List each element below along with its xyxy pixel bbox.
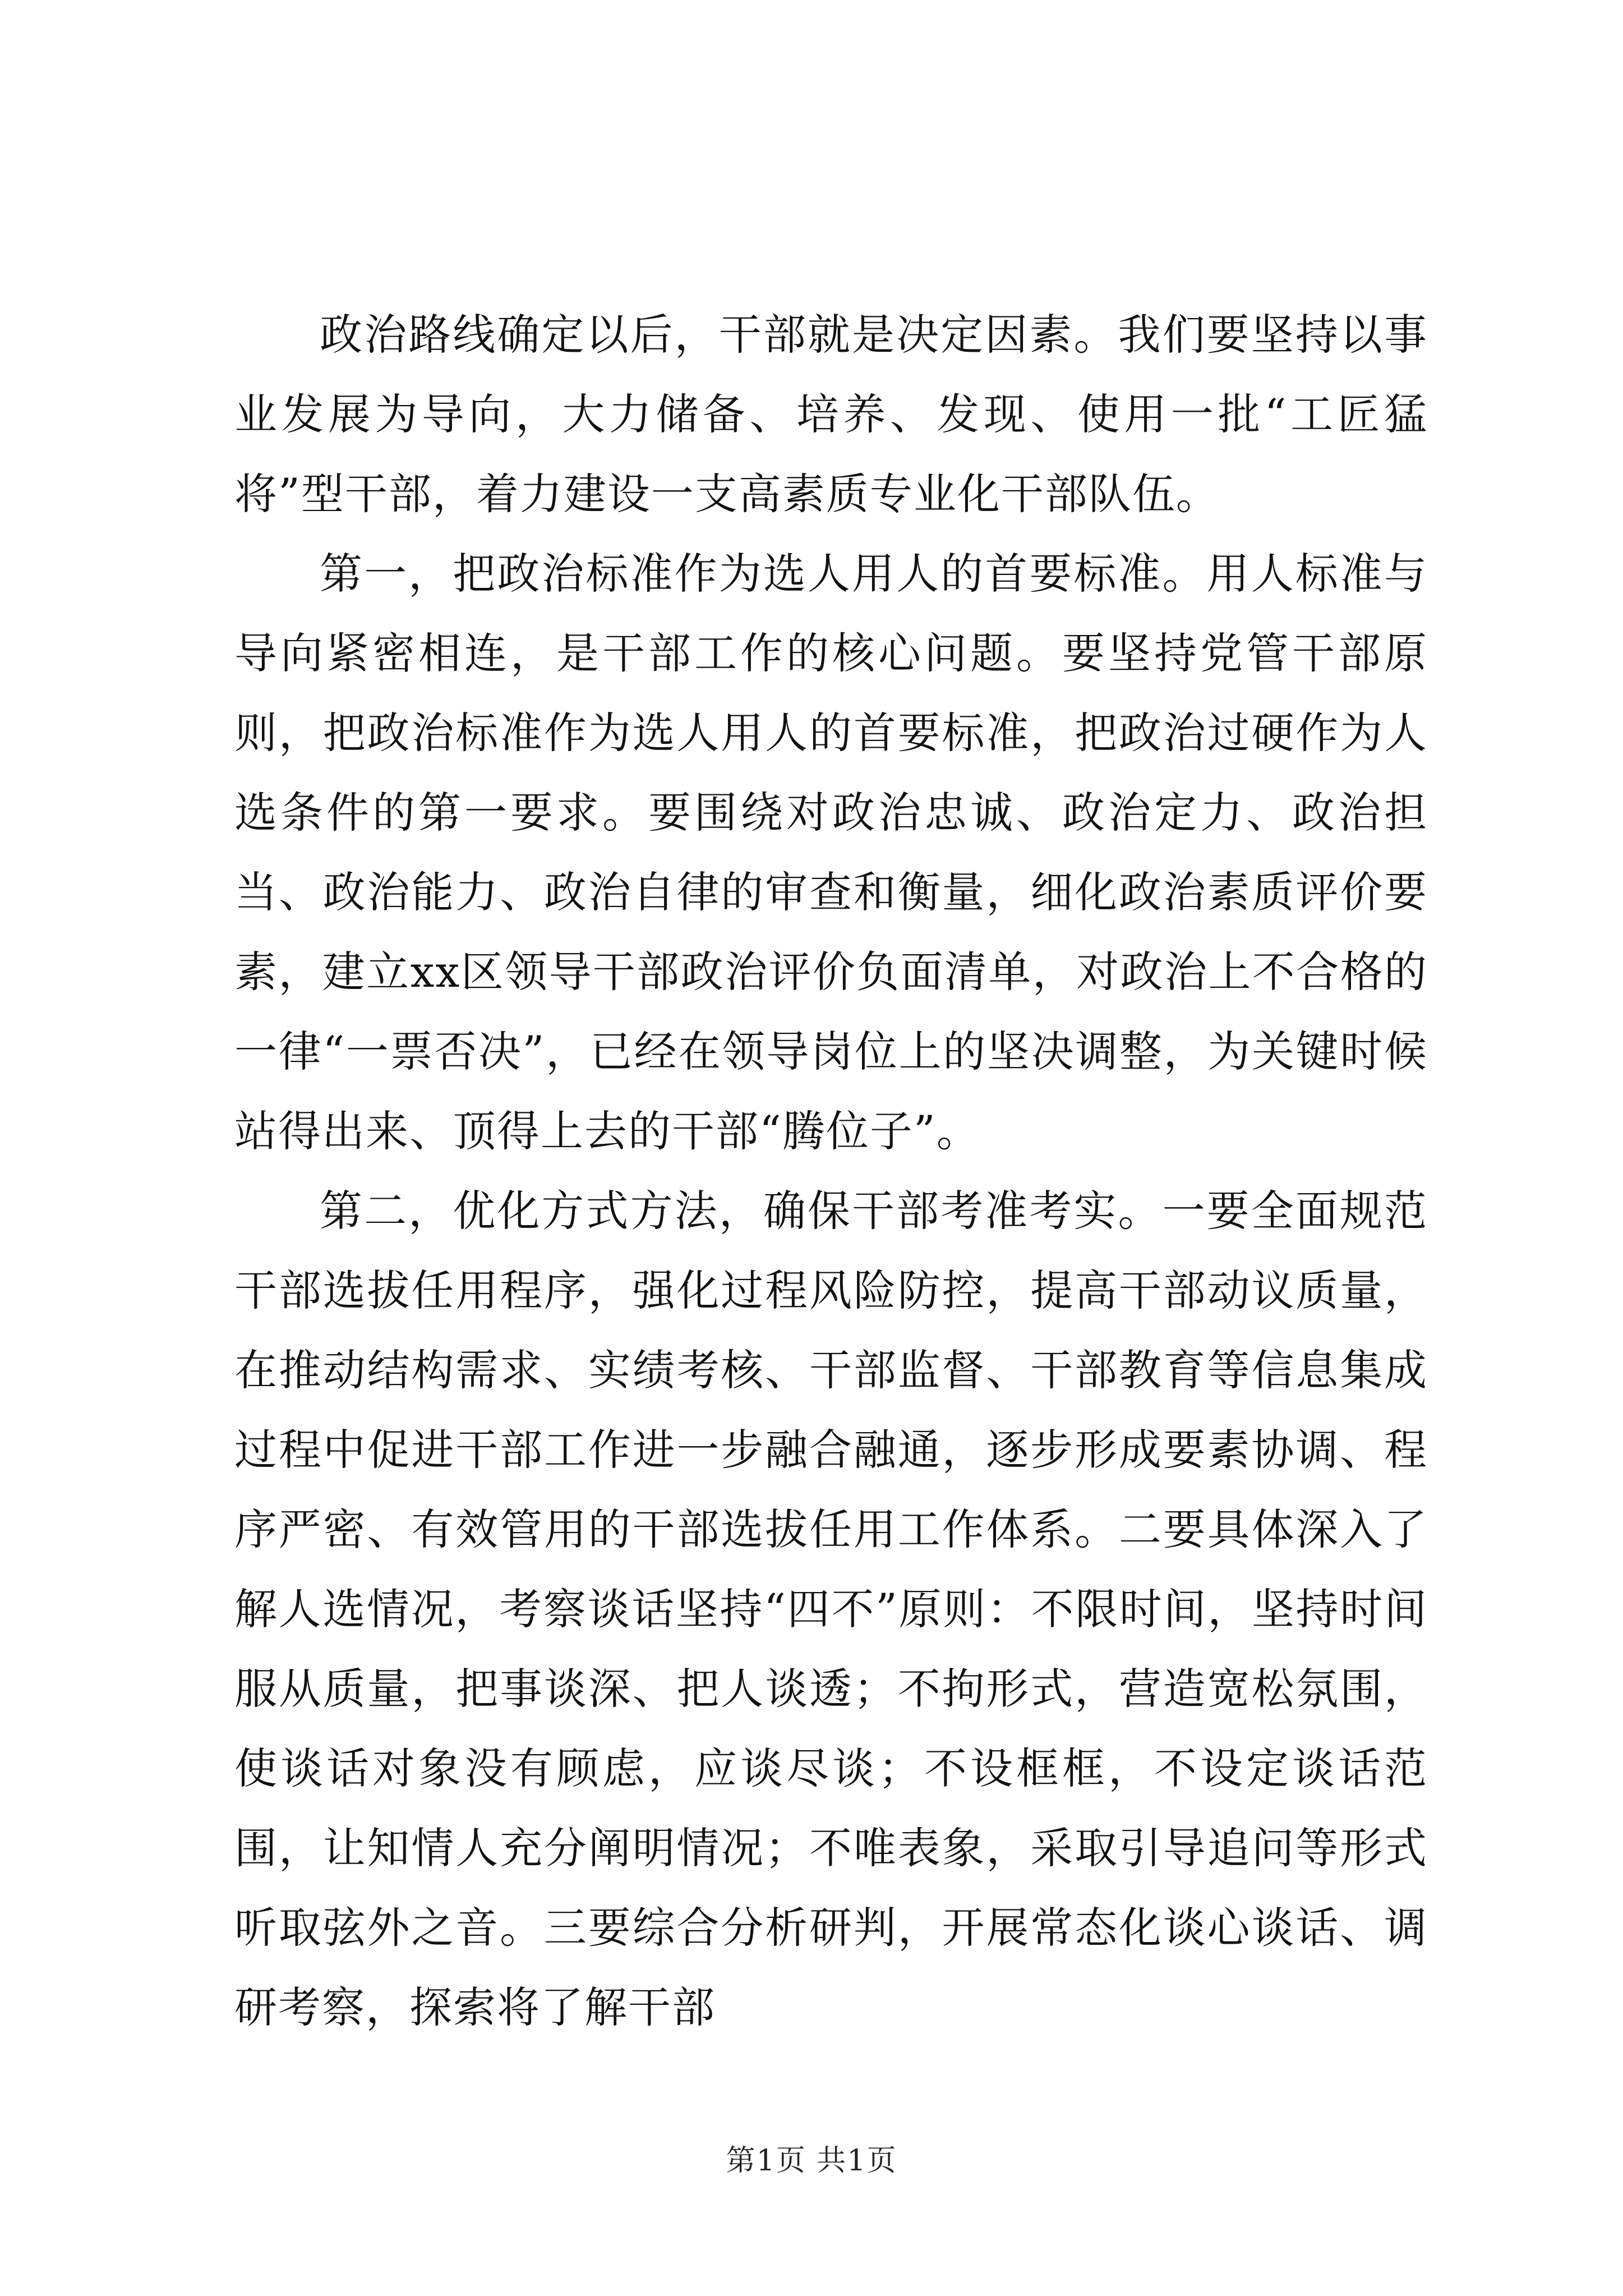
paragraph-first-point: 第一，把政治标准作为选人用人的首要标准。用人标准与导向紧密相连，是干部工作的核心问题。要坚持党管干部原则，把政治标准作为选人用人的首要标准，把政治过硬作为人选条件的第一要求。要围绕对政治忠诚、政治定力、政治担当、政治能力、政治自律的审查和衡量，细化政治素质评价要素，建立xx区领导干部政治评价负面清单，对政治上不合格的一律“一票否决”，已经在领导岗位上的坚决调整，为关键时候站得出来、顶得上去的干部“腾位子”。 [234,549,1428,1156]
page-footer: 第1页 共1页 [726,2144,897,2178]
paragraph-intro: 政治路线确定以后，干部就是决定因素。我们要坚持以事业发展为导向，大力储备、培养、发现、使用一批“工匠猛将”型干部，着力建设一支高素质专业化干部队伍。 [234,310,1428,519]
paragraph-second-point: 第二，优化方式方法，确保干部考准考实。一要全面规范干部选拔任用程序，强化过程风险防控，提高干部动议质量，在推动结构需求、实绩考核、干部监督、干部教育等信息集成过程中促进干部工作进一步融合融通，逐步形成要素协调、程序严密、有效管用的干部选拔任用工作体系。二要具体深入了解人选情况，考察谈话坚持“四不”原则：不限时间，坚持时间服从质量，把事谈深、把人谈透；不拘形式，营造宽松氛围，使谈话对象没有顾虑，应谈尽谈；不设框框，不设定谈话范围，让知情人充分阐明情况；不唯表象，采取引导追问等形式听取弦外之音。三要综合分析研判，开展常态化谈心谈话、调研考察，探索将了解干部 [234,1186,1428,2032]
document-body [234,295,1428,2047]
